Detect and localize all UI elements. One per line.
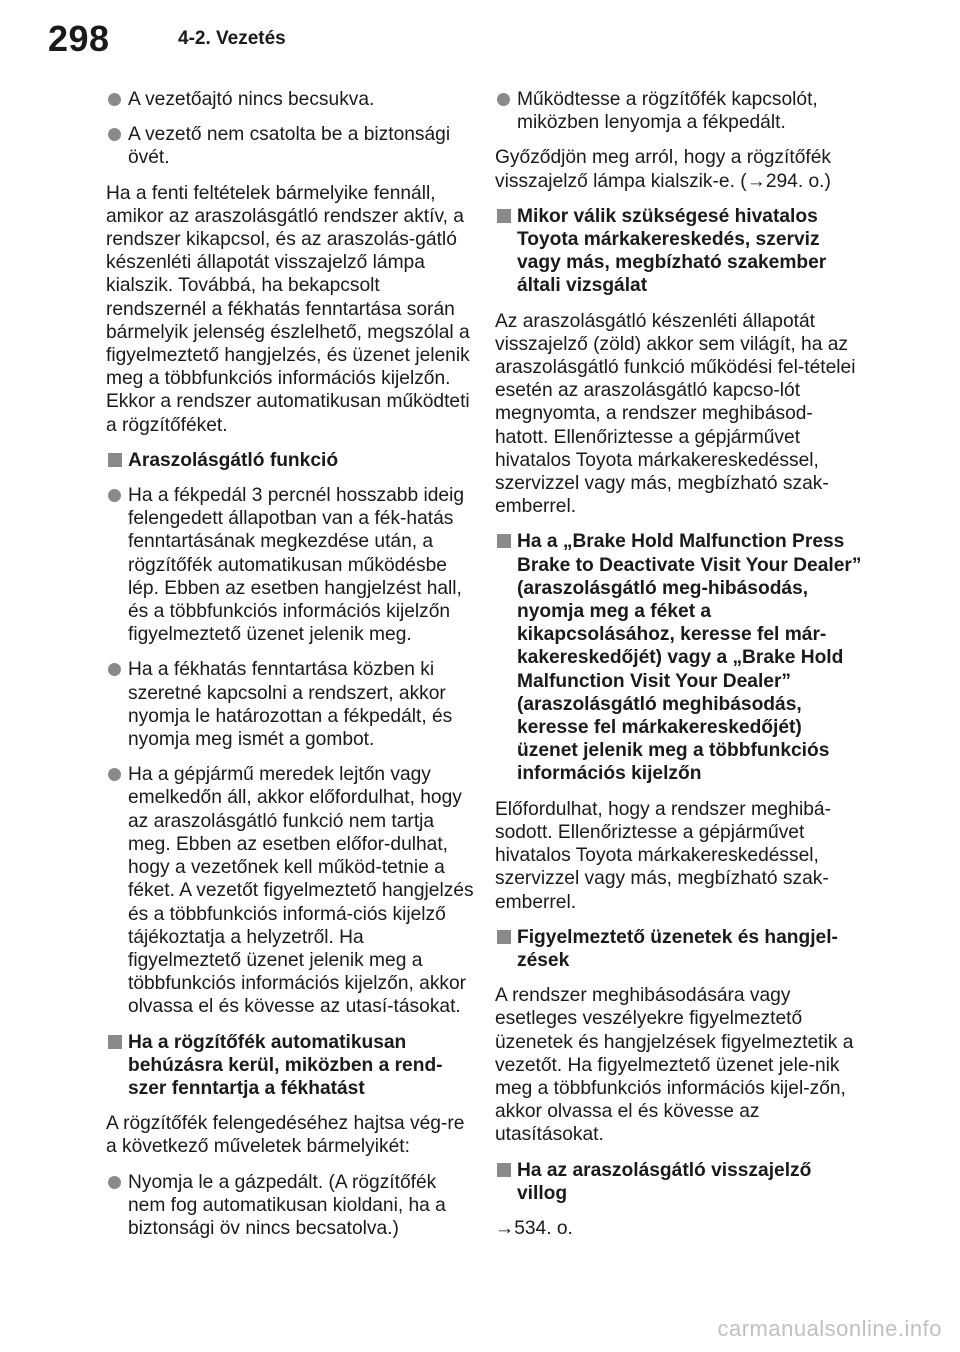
bullet-item: Nyomja le a gázpedált. (A rögzítőfék nem fog automatikusan kioldani, ha a biztonsági öv nincs becsatolva.) [106, 1171, 476, 1241]
paragraph: Előfordulhat, hogy a rendszer meghibá-sodott. Ellenőriztesse a gépjárművet hivatalos Toyota márkakereskedéssel, szervizzel vagy más, megbízható szak-emberrel. [495, 798, 831, 913]
page-reference-link[interactable]: →534. o. [495, 1217, 573, 1239]
page-number: 298 [48, 18, 110, 59]
section-title: 4-2. Vezetés [178, 28, 286, 49]
bullet-item: Ha a fékpedál 3 percnél hosszabb ideig felengedett állapotban van a fék-hatás fenntartásának megkezdése után, a rögzítőfék automatikusan működésbe lép. Ebben az esetben hangjelzést hall, és a többfunkciós információs kijelzőn figyelmeztető üzenet jelenik meg. [106, 484, 476, 646]
right-column [495, 88, 865, 1252]
watermark: carmanualsonline.info [717, 1316, 942, 1341]
paragraph: A rendszer meghibásodására vagy esetleges veszélyekre figyelmeztető üzenetek és hangjelzések figyelmeztetik a vezetőt. Ha figyelmeztető üzenet jele-nik meg a többfunkciós információs kijel-zőn, akkor olvassa el és kövesse az utasításokat. [495, 985, 854, 1146]
bullet-item: Működtesse a rögzítőfék kapcsolót, miközben lenyomja a fékpedált. [495, 88, 865, 134]
bullet-item: A vezető nem csatolta be a biztonsági övét. [106, 123, 476, 169]
paragraph: Győződjön meg arról, hogy a rögzítőfék visszajelző lámpa kialszik-e. (→294. o.) [495, 147, 831, 192]
section-heading: Ha a rögzítőfék automatikusan behúzásra kerül, miközben a rend-szer fenntartja a fékhatást [106, 1031, 476, 1101]
paragraph: Az araszolásgátló készenléti állapotát visszajelző (zöld) akkor sem világít, ha az araszolásgátló funkció működési fel-tételei esetén az araszolásgátló kapcso-lót megnyomta, a rendszer meghibásod-hatott. Ellenőriztesse a gépjárművet hivatalos Toyota márkakereskedéssel, szervizzel vagy más, megbízható szak-emberrel. [495, 310, 856, 518]
paragraph: A rögzítőfék felengedéséhez hajtsa vég-re a következő műveletek bármelyikét: [106, 1113, 465, 1158]
section-heading: Araszolásgátló funkció [106, 449, 476, 472]
bullet-item: A vezetőajtó nincs becsukva. [106, 88, 476, 111]
section-heading: Figyelmeztető üzenetek és hangjel-zések [495, 926, 865, 972]
bullet-item: Ha a fékhatás fenntartása közben ki szeretné kapcsolni a rendszert, akkor nyomja le határozottan a fékpedált, és nyomja meg ismét a gombot. [106, 658, 476, 751]
paragraph: Ha a fenti feltételek bármelyike fennáll, amikor az araszolásgátló rendszer aktív, a rendszer kikapcsol, és az araszolás-gátló készenléti állapotát visszajelző lámpa kialszik. Továbbá, ha bekapcsolt rendszernél a fékhatás fenntartása során bármelyik jelenség észlelhető, megszólal a figyelmeztető hangjelzés, és üzenet jelenik meg a többfunkciós információs kijelzőn. Ekkor a rendszer automatikusan működteti a rögzítőféket. [106, 182, 470, 436]
bullet-item: Ha a gépjármű meredek lejtőn vagy emelkedőn áll, akkor előfordulhat, hogy az araszolásgátló funkció nem tartja meg. Ebben az esetben előfor-dulhat, hogy a vezetőnek kell működ-tetnie a féket. A vezetőt figyelmeztető hangjelzés és a többfunkciós informá-ciós kijelző tájékoztatja a helyzetről. Ha figyelmeztető üzenet jelenik meg a többfunkciós információs kijelzőn, akkor olvassa el és kövesse az utasí-tásokat. [106, 763, 476, 1018]
left-column [106, 88, 476, 1252]
section-heading: Ha a „Brake Hold Malfunction Press Brake to Deactivate Visit Your Dealer” (araszolásgátló meg-hibásodás, nyomja meg a féket a kikapcsolásához, keresse fel már-kakereskedőjét) vagy a „Brake Hold Malfunction Visit Your Dealer” (araszolásgátló meghibásodás, keresse fel márkakereskedőjét) üzenet jelenik meg a többfunkciós információs kijelzőn [495, 530, 865, 785]
section-heading: Ha az araszolásgátló visszajelző villog [495, 1159, 865, 1205]
page-header [48, 18, 928, 78]
section-heading: Mikor válik szükségesé hivatalos Toyota márkakereskedés, szerviz vagy más, megbízható szakember általi vizsgálat [495, 205, 865, 298]
